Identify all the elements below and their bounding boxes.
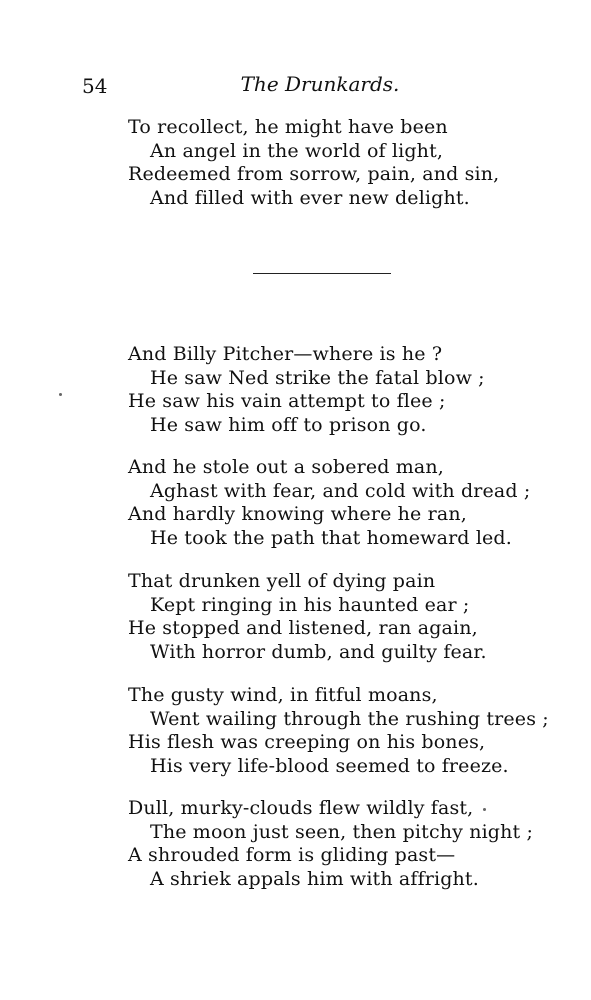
stanza-2 xyxy=(128,343,568,437)
verse-line: He saw him off to prison go. xyxy=(150,413,427,436)
verse-line: Kept ringing in his haunted ear ; xyxy=(150,593,470,616)
print-speck xyxy=(59,393,62,396)
verse-line: He took the path that homeward led. xyxy=(150,526,512,549)
verse-line: His very life-blood seemed to freeze. xyxy=(150,754,509,777)
verse-line: A shrouded form is gliding past— xyxy=(128,844,456,866)
verse-line: He saw his vain attempt to flee ; xyxy=(128,390,446,412)
section-divider xyxy=(253,273,391,274)
verse-line: To recollect, he might have been xyxy=(128,116,448,138)
verse-line: That drunken yell of dying pain xyxy=(128,570,436,592)
verse-line: And he stole out a sobered man, xyxy=(128,456,444,478)
verse-line: He saw Ned strike the fatal blow ; xyxy=(150,366,485,389)
stanza-5 xyxy=(128,684,568,778)
verse-line: His flesh was creeping on his bones, xyxy=(128,731,486,753)
stanza-6 xyxy=(128,797,568,891)
page-number: 54 xyxy=(82,74,108,98)
stanza-3 xyxy=(128,456,568,550)
verse-line: And filled with ever new delight. xyxy=(150,186,470,209)
verse-line: And hardly knowing where he ran, xyxy=(128,503,467,525)
print-speck xyxy=(483,808,486,811)
running-title: The Drunkards. xyxy=(240,72,400,96)
verse-line: And Billy Pitcher—where is he ? xyxy=(128,343,443,365)
verse-line: A shriek appals him with affright. xyxy=(150,867,479,890)
verse-line: An angel in the world of light, xyxy=(150,139,444,162)
verse-line: With horror dumb, and guilty fear. xyxy=(150,640,487,663)
stanza-4 xyxy=(128,570,568,664)
stanza-1 xyxy=(128,116,568,210)
verse-line: Aghast with fear, and cold with dread ; xyxy=(150,479,531,502)
verse-line: Dull, murky-clouds flew wildly fast, xyxy=(128,797,474,819)
verse-line: He stopped and listened, ran again, xyxy=(128,617,478,639)
verse-line: The moon just seen, then pitchy night ; xyxy=(150,820,534,843)
verse-line: The gusty wind, in fitful moans, xyxy=(128,684,438,706)
verse-line: Redeemed from sorrow, pain, and sin, xyxy=(128,163,500,185)
verse-line: Went wailing through the rushing trees ; xyxy=(150,707,549,730)
